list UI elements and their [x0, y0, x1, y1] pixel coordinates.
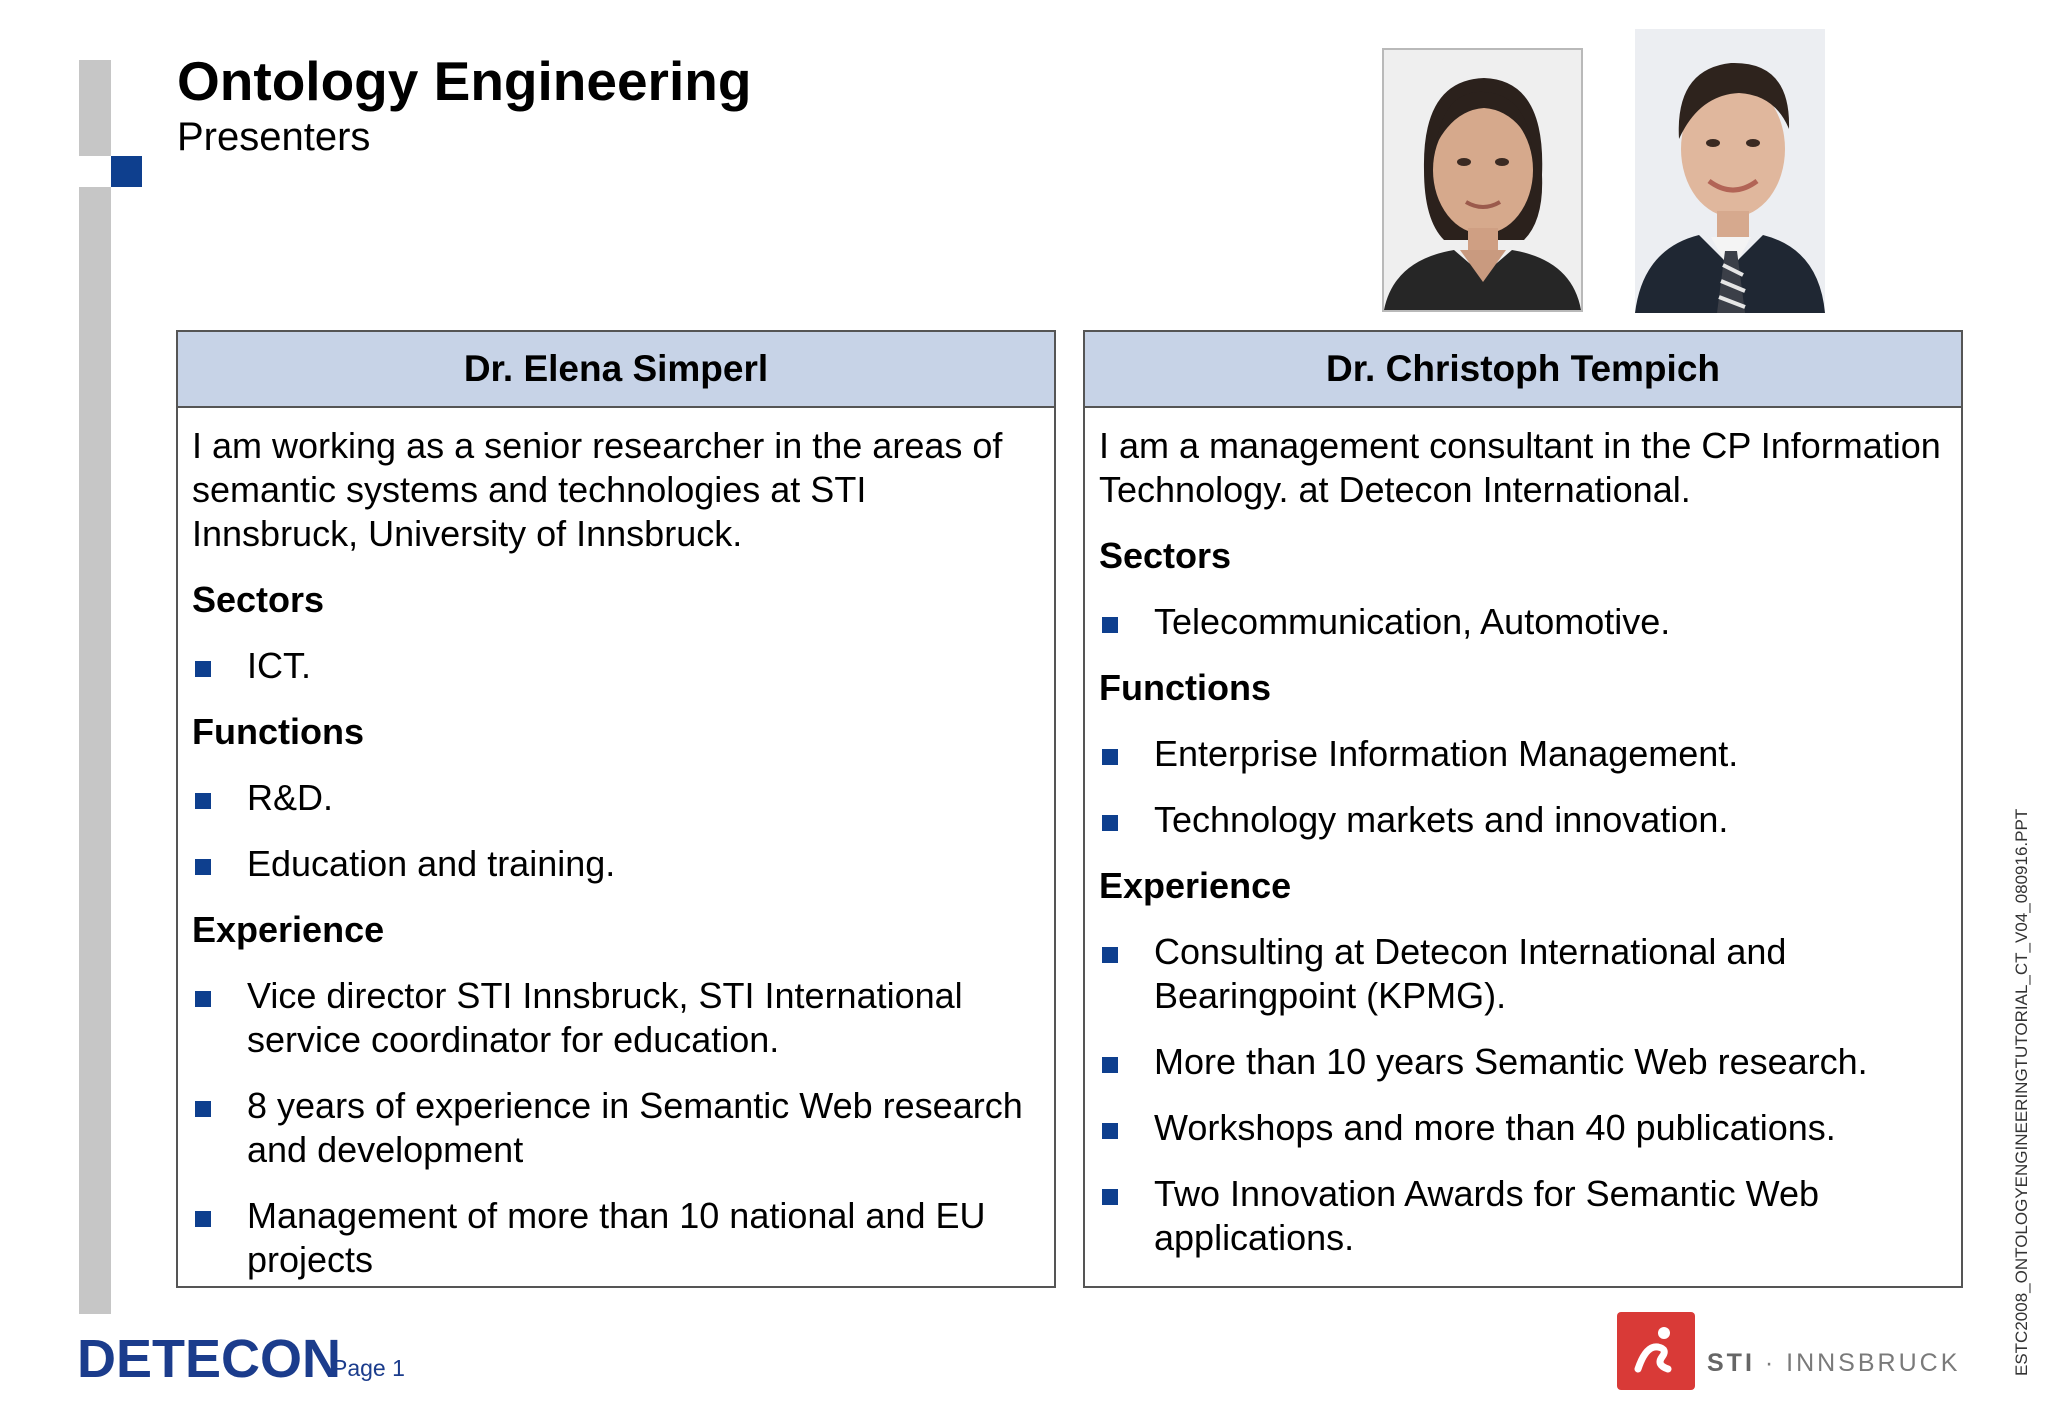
presenter-name: Dr. Christoph Tempich: [1085, 332, 1961, 408]
presenter-details: [1085, 408, 1961, 1260]
list-item: Two Innovation Awards for Semantic Web applications.: [1099, 1172, 1947, 1260]
bullet-square-icon: [1102, 1057, 1118, 1073]
detecon-logo: DETECON: [77, 1329, 342, 1389]
presenter-panel-elena: [176, 330, 1056, 1288]
experience-heading: Experience: [192, 909, 385, 950]
list-item: More than 10 years Semantic Web research.: [1099, 1040, 1947, 1084]
presenter-intro: I am working as a senior researcher in the areas of semantic systems and technologies at STI Innsbruck, University of Innsbruck.: [192, 425, 1003, 554]
bullet-square-icon: [1102, 749, 1118, 765]
presenter-panel-christoph: [1083, 330, 1963, 1288]
bullet-square-icon: [195, 991, 211, 1007]
presenter-details: [178, 408, 1054, 1282]
bullet-square-icon: [1102, 815, 1118, 831]
bullet-square-icon: [195, 1101, 211, 1117]
sectors-heading: Sectors: [192, 579, 325, 620]
bullet-square-icon: [1102, 617, 1118, 633]
presenter-intro: I am a management consultant in the CP Information Technology. at Detecon International.: [1099, 425, 1941, 510]
list-item: Telecommunication, Automotive.: [1099, 600, 1947, 644]
side-accent-square: [111, 156, 142, 187]
list-item: Management of more than 10 national and EU projects: [192, 1194, 1040, 1282]
presenter-photo-elena: [1382, 48, 1583, 312]
side-bar-top: [79, 60, 111, 156]
list-item: Consulting at Detecon International and Bearingpoint (KPMG).: [1099, 930, 1947, 1018]
presenter-photo-christoph: [1635, 29, 1825, 313]
list-item: Vice director STI Innsbruck, STI International service coordinator for education.: [192, 974, 1040, 1062]
bullet-square-icon: [1102, 1123, 1118, 1139]
bullet-square-icon: [195, 661, 211, 677]
list-item: ICT.: [192, 644, 1040, 688]
bullet-square-icon: [195, 859, 211, 875]
sti-innsbruck-label: STI · INNSBRUCK: [1707, 1349, 1961, 1377]
functions-heading: Functions: [192, 711, 364, 752]
functions-heading: Functions: [1099, 667, 1271, 708]
file-identifier: ESTC2008_ONTOLOGYENGINEERINGTUTORIAL_CT_V04_080916.PPT: [2012, 808, 2031, 1376]
list-item: Technology markets and innovation.: [1099, 798, 1947, 842]
slide-subtitle: Presenters: [177, 115, 371, 159]
bullet-square-icon: [195, 1211, 211, 1227]
slide-title: Ontology Engineering: [177, 50, 752, 112]
bullet-square-icon: [195, 793, 211, 809]
side-bar-bottom: [79, 187, 111, 1314]
experience-heading: Experience: [1099, 865, 1292, 906]
bullet-square-icon: [1102, 947, 1118, 963]
page-number: Page 1: [332, 1355, 405, 1381]
sectors-heading: Sectors: [1099, 535, 1232, 576]
presenter-name: Dr. Elena Simperl: [178, 332, 1054, 408]
list-item: Workshops and more than 40 publications.: [1099, 1106, 1947, 1150]
list-item: R&D.: [192, 776, 1040, 820]
sti-logo-icon: [1617, 1312, 1695, 1390]
list-item: Education and training.: [192, 842, 1040, 886]
list-item: 8 years of experience in Semantic Web research and development: [192, 1084, 1040, 1172]
bullet-square-icon: [1102, 1189, 1118, 1205]
list-item: Enterprise Information Management.: [1099, 732, 1947, 776]
